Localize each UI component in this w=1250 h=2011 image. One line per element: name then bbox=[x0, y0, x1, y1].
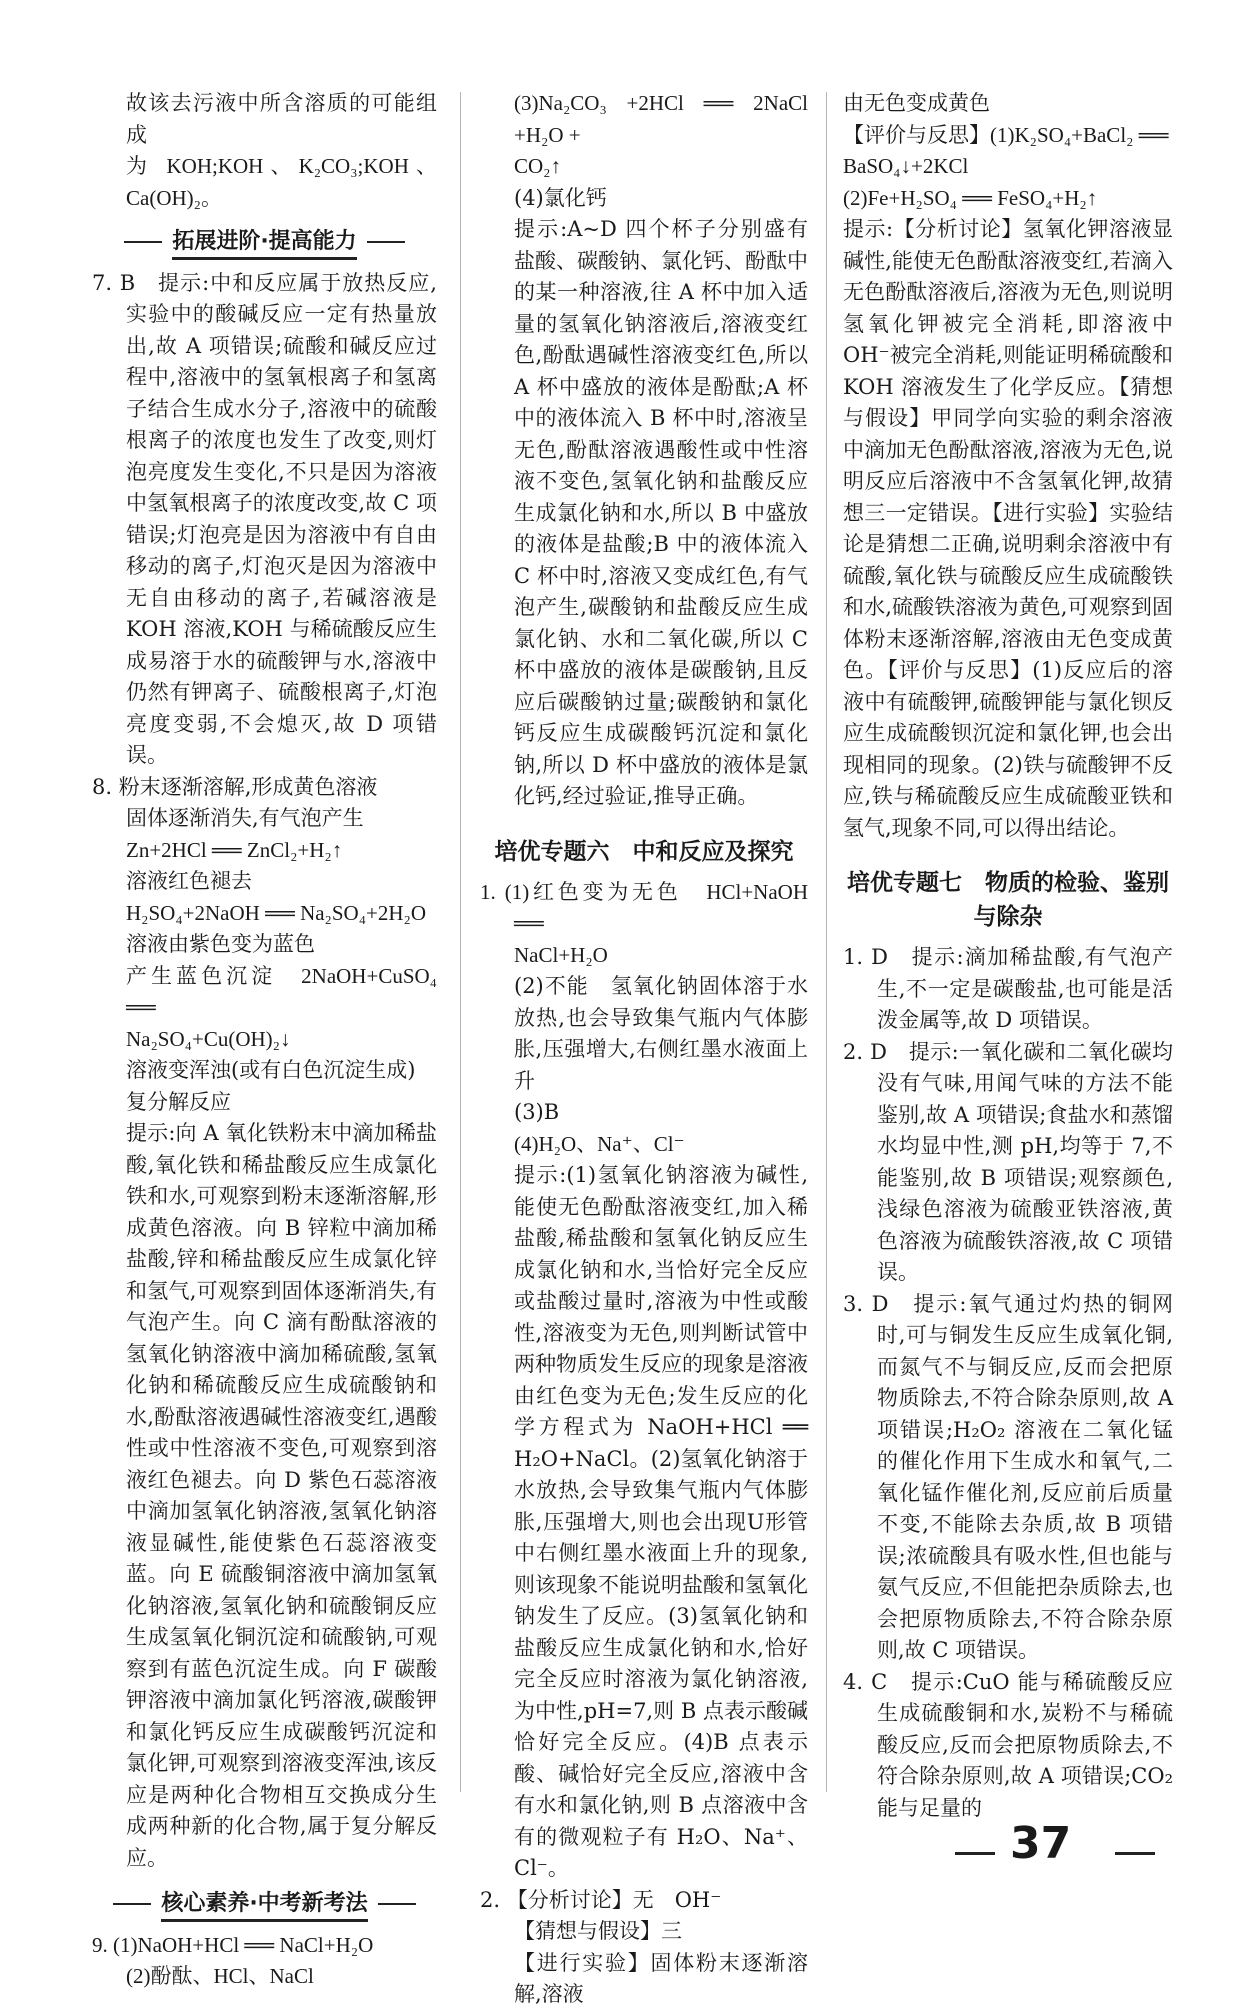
answer-q8-line: 溶液由紫色变为蓝色 bbox=[126, 932, 315, 956]
answer-tip: 提示:A~D 四个杯子分别盛有盐酸、碳酸钠、氯化钙、酚酞中的某一种溶液,往 A 杯中加入适量的氢氧化钠溶液后,溶液变红色,酚酞遇碱性溶液变红色,所以 A 杯中盛放的液体是酚酞;A 杯中的液体流入 B 杯中时,溶液呈无色,酚酞溶液遇酸性或中性溶液不变色,氢氧化钠和盐酸反应生成氯化钠和水,所以 B 中盛放的液体是盐酸;B 中的液体流入 C 杯中时,溶液又变成红色,有气泡产生,碳酸钠和盐酸反应生成氯化钠、水和二氧化碳,所以 C 杯中盛放的液体是碳酸钠,且反应后碳酸钠过量;碳酸钠和氯化钙反应生成碳酸钙沉淀和氯化钠,所以 D 杯中盛放的液体是氯化钙,经过验证,推导正确。 bbox=[514, 217, 808, 808]
equation: 产生蓝色沉淀 2NaOH+CuSO₄ ══ bbox=[126, 963, 437, 1019]
answer-q4: 4. C 提示:CuO 能与稀硫酸反应生成硫酸铜和水,炭粉不与稀硫酸反应,反而会把原物质除去,不符合除杂原则,故 A 项错误;CO₂ 能与足量的 bbox=[843, 1669, 1173, 1820]
answer-q7: 7. B 提示:中和反应属于放热反应,实验中的酸碱反应一定有热量放出,故 A 项错误;硫酸和碱反应过程中,溶液中的氢氧根离子和氢离子结合生成水分子,溶液中的硫酸根离子的浓度也发生了改变,则灯泡亮度发生变化,不只是因为溶液中氢氧根离子的浓度改变,故 C 项错误;灯泡亮是因为溶液中有自由移动的离子,灯泡灭是因为溶液中无自由移动的离子,若碱溶液是 KOH 溶液,KOH 与稀硫酸反应生成易溶于水的硫酸钾与水,溶液中仍然有钾离子、硫酸根离子,灯泡亮度变弱,不会熄灭,故 D 项错误。 bbox=[92, 270, 437, 767]
equation: 【评价与反思】(1)K₂SO₄+BaCl₂ ══ bbox=[843, 122, 1169, 147]
answer-q1-3: (3)B bbox=[514, 1100, 560, 1124]
equation: (3)Na₂CO₃ +2HCl ══ 2NaCl +H₂O + bbox=[514, 91, 808, 147]
answer-q2-line: 【猜想与假设】三 bbox=[514, 1919, 682, 1943]
column-divider bbox=[826, 92, 827, 1792]
answer-q1-4: (4)H₂O、Na⁺、Cl⁻ bbox=[514, 1131, 685, 1156]
answer-q9-line: (2)酚酞、HCl、NaCl bbox=[126, 1964, 314, 1988]
answer-q2: 2. D 提示:一氧化碳和二氧化碳均没有气味,用闻气味的方法不能鉴别,故 A 项错误;食盐水和蒸馏水均显中性,测 pH,均等于 7,不能鉴别,故 B 项错误;观察颜色,浅绿色溶液为硫酸亚铁溶液,黄色溶液为硫酸铁溶液,故 C 项错误。 bbox=[843, 1039, 1173, 1284]
answer-column-2 bbox=[480, 88, 808, 2011]
answer-q8-tip: 提示:向 A 氧化铁粉末中滴加稀盐酸,氧化铁和稀盐酸反应生成氯化铁和水,可观察到粉末逐渐溶解,形成黄色溶液。向 B 锌粒中滴加稀盐酸,锌和稀盐酸反应生成氯化锌和氢气,可观察到固体逐渐消失,有气泡产生。向 C 滴有酚酞溶液的氢氧化钠溶液中滴加稀硫酸,氢氧化钠和稀硫酸反应生成硫酸钠和水,酚酞溶液遇碱性溶液变红,遇酸性或中性溶液不变色,可观察到溶液红色褪去。向 D 紫色石蕊溶液中滴加氢氧化钠溶液,氢氧化钠溶液显碱性,能使紫色石蕊溶液变蓝。向 E 硫酸铜溶液中滴加氢氧化钠溶液,氢氧化钠和硫酸铜反应生成氢氧化铜沉淀和硫酸钠,可观察到有蓝色沉淀生成。向 F 碳酸钾溶液中滴加氯化钙溶液,碳酸钾和氯化钙反应生成碳酸钙沉淀和氯化钾,可观察到溶液变浑浊,该反应是两种化合物相互交换成分生成两种新的化合物,属于复分解反应。 bbox=[126, 1121, 437, 1870]
text-line: 为 KOH;KOH、K₂CO₃;KOH、Ca(OH)₂。 bbox=[126, 154, 437, 210]
answer-q2-line: 2. 【分析讨论】无 OH⁻ bbox=[480, 1887, 722, 1912]
equation: CO₂↑ bbox=[514, 154, 561, 178]
answer-q8-line: 固体逐渐消失,有气泡产生 bbox=[126, 806, 364, 830]
section-heading: 拓展进阶·提高能力 bbox=[92, 226, 437, 258]
answer-q8-line: 8. 粉末逐渐溶解,形成黄色溶液 bbox=[92, 774, 378, 799]
answer-q8-line: 溶液红色褪去 bbox=[126, 869, 252, 893]
text-line: 由无色变成黄色 bbox=[843, 91, 990, 115]
answer-tip: 提示:【分析讨论】氢氧化钾溶液显碱性,能使无色酚酞溶液变红,若滴入无色酚酞溶液后,溶液为无色,则说明氢氧化钾被完全消耗,即溶液中 OH⁻被完全消耗,则能证明稀硫酸和 KOH 溶液发生了化学反应。【猜想与假设】甲同学向实验的剩余溶液中滴加无色酚酞溶液,溶液为无色,说明反应后溶液中不含氢氧化钾,故猜想三一定错误。【进行实验】实验结论是猜想二正确,说明剩余溶液中有硫酸,氧化铁与硫酸反应生成硫酸铁和水,硫酸铁溶液为黄色,可观察到固体粉末逐渐溶解,溶液由无色变成黄色。【评价与反思】(1)反应后的溶液中有硫酸钾,硫酸钾能与氯化钡反应生成硫酸钡沉淀和氯化钾,也会出现相同的现象。(2)铁与硫酸钾不反应,铁与稀硫酸反应生成硫酸亚铁和氢气,现象不同,可以得出结论。 bbox=[843, 217, 1173, 840]
section-heading: 核心素养·中考新考法 bbox=[92, 1888, 437, 1920]
equation: BaSO₄↓+2KCl bbox=[843, 154, 969, 178]
text-line: 故该去污液中所含溶质的可能组成 bbox=[126, 91, 437, 147]
topic-heading: 培优专题七 物质的检验、鉴别 bbox=[847, 870, 1169, 896]
topic-heading: 培优专题六 中和反应及探究 bbox=[494, 838, 794, 865]
answer-q1-line: NaCl+H₂O bbox=[514, 942, 608, 967]
page-number: 37 bbox=[1010, 1818, 1072, 1869]
column-divider bbox=[460, 92, 461, 1792]
page-number-rule bbox=[1115, 1852, 1155, 1855]
answer-q9-line: 9. (1)NaOH+HCl ══ NaCl+H₂O bbox=[92, 1932, 374, 1957]
equation: (2)Fe+H₂SO₄ ══ FeSO₄+H₂↑ bbox=[843, 185, 1098, 210]
answer-q8-line: 复分解反应 bbox=[126, 1089, 231, 1114]
page-number-rule bbox=[955, 1852, 995, 1855]
equation: H₂SO₄+2NaOH ══ Na₂SO₄+2H₂O bbox=[126, 900, 427, 925]
answer-line: (4)氯化钙 bbox=[514, 185, 607, 210]
equation: Zn+2HCl ══ ZnCl₂+H₂↑ bbox=[126, 837, 343, 862]
answer-q1-2: (2)不能 氢氧化钠固体溶于水放热,也会导致集气瓶内气体膨胀,压强增大,右侧红墨水液面上升 bbox=[514, 974, 808, 1093]
answer-q1-line: 1. (1)红色变为无色 HCl+NaOH ══ bbox=[480, 879, 808, 935]
equation: Na₂SO₄+Cu(OH)₂↓ bbox=[126, 1026, 291, 1051]
answer-q3: 3. D 提示:氧气通过灼热的铜网时,可与铜发生反应生成氧化铜,而氮气不与铜反应,反而会把原物质除去,不符合除杂原则,故 A 项错误;H₂O₂ 溶液在二氧化锰的催化作用下生成水和氧气,二氧化锰作催化剂,反应前后质量不变,不能除去杂质,故 B 项错误;浓硫酸具有吸水性,但也能与氨气反应,不但能把杂质除去,也会把原物质除去,不符合除杂原则,故 C 项错误。 bbox=[843, 1291, 1173, 1662]
answer-column-1 bbox=[92, 88, 437, 1993]
answer-column-3 bbox=[843, 88, 1173, 1824]
answer-q1-tip: 提示:(1)氢氧化钠溶液为碱性,能使无色酚酞溶液变红,加入稀盐酸,稀盐酸和氢氧化钠反应生成氯化钠和水,当恰好完全反应或盐酸过量时,溶液为中性或酸性,溶液变为无色,则判断试管中两种物质发生反应的现象是溶液由红色变为无色;发生反应的化学方程式为 NaOH+HCl ══ H₂O+NaCl。(2)氢氧化钠溶于水放热,会导致集气瓶内气体膨胀,压强增大,则也会出现U形管中右侧红墨水液面上升的现象,则该现象不能说明盐酸和氢氧化钠发生了反应。(3)氢氧化钠和盐酸反应生成氯化钠和水,恰好完全反应时溶液为氯化钠溶液,为中性,pH=7,则 B 点表示酸碱恰好完全反应。(4)B 点表示酸、碱恰好完全反应,溶液中含有水和氯化钠,则 B 点溶液中含有的微观粒子有 H₂O、Na⁺、Cl⁻。 bbox=[514, 1163, 808, 1880]
answer-q8-line: 溶液变浑浊(或有白色沉淀生成) bbox=[126, 1058, 416, 1082]
topic-heading-cont: 与除杂 bbox=[973, 904, 1043, 930]
answer-q1: 1. D 提示:滴加稀盐酸,有气泡产生,不一定是碳酸盐,也可能是活泼金属等,故 D 项错误。 bbox=[843, 945, 1173, 1032]
answer-q2-line: 【进行实验】固体粉末逐渐溶解,溶液 bbox=[514, 1950, 808, 2006]
